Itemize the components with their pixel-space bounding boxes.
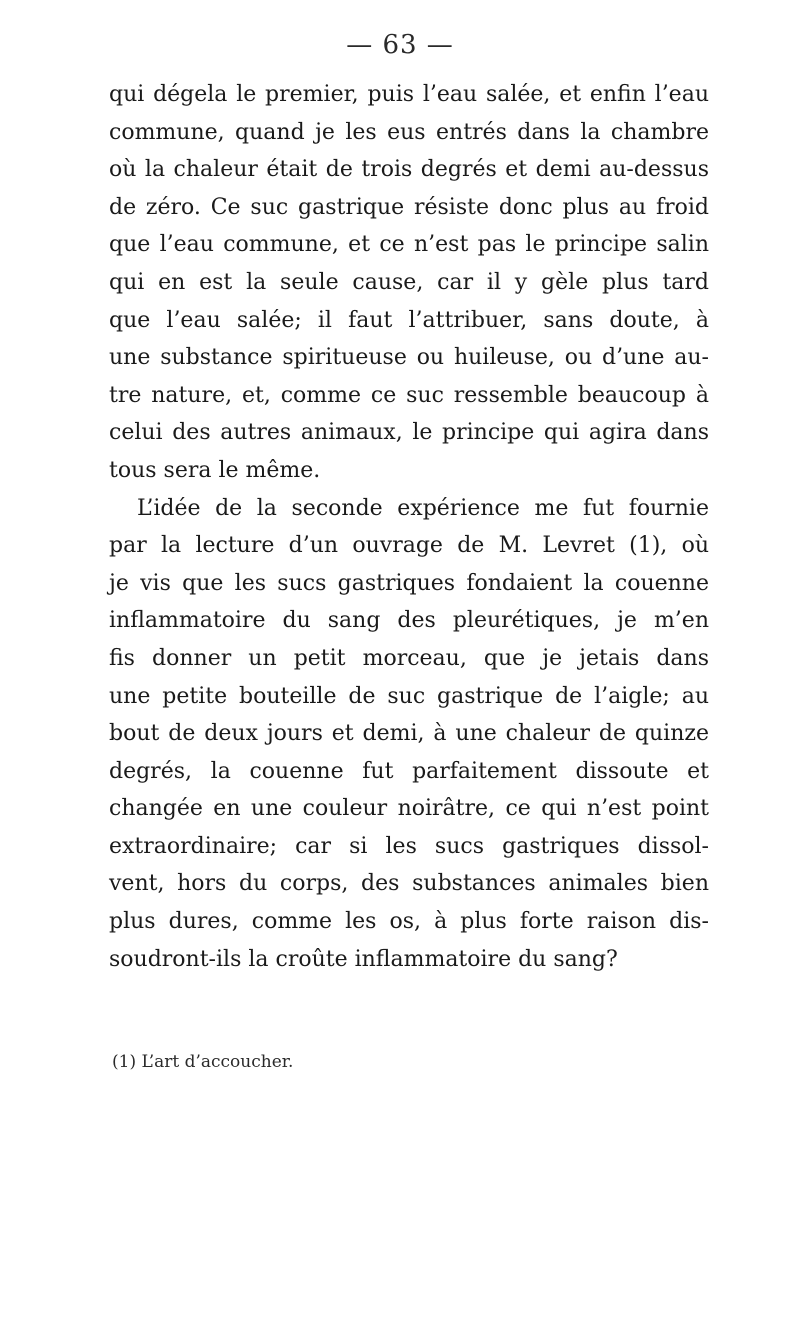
text-line: tre nature, et, comme ce suc ressemble beaucoup à — [109, 382, 709, 408]
text-line: qui dégela le premier, puis l’eau salée, et enfin l’eau — [109, 82, 709, 107]
text-line: plus dures, comme les os, à plus forte raison dis- — [109, 909, 709, 935]
text-line: vent, hors du corps, des substances animales bien — [109, 871, 709, 897]
text-line: une substance spiritueuse ou huileuse, ou d’une au- — [109, 345, 709, 371]
text-line: inflammatoire du sang des pleurétiques, je m’en — [109, 608, 709, 634]
text-line: degrés, la couenne fut parfaitement dissoute et — [109, 758, 709, 784]
text-line: soudront-ils la croûte inflammatoire du sang? — [109, 946, 618, 972]
text-line: que l’eau commune, et ce n’est pas le principe salin — [109, 232, 709, 258]
text-line: extraordinaire; car si les sucs gastriques dissol- — [109, 833, 709, 859]
text-line: de zéro. Ce suc gastrique résiste donc plus au froid — [109, 194, 709, 220]
text-line: où la chaleur était de trois degrés et demi au-dessus — [109, 157, 709, 183]
text-line: tous sera le même. — [109, 457, 321, 483]
text-line: L’idée de la seconde expérience me fut fournie — [137, 495, 709, 521]
text-line: bout de deux jours et demi, à une chaleur de quinze — [109, 721, 709, 747]
text-line: commune, quand je les eus entrés dans la chambre — [109, 119, 709, 145]
text-line: celui des autres animaux, le principe qui agira dans — [109, 420, 709, 446]
text-line: qui en est la seule cause, car il y gèle plus tard — [109, 269, 709, 295]
text-line: je vis que les sucs gastriques fondaient la couenne — [109, 570, 709, 596]
body-text — [109, 76, 709, 978]
page-number: — 63 — — [346, 30, 454, 60]
text-line: fis donner un petit morceau, que je jetais dans — [109, 645, 709, 671]
text-line: une petite bouteille de suc gastrique de l’aigle; au — [109, 683, 709, 709]
text-line: par la lecture d’un ouvrage de M. Levret (1), où — [109, 533, 709, 559]
text-line: changée en une couleur noirâtre, ce qui n’est point — [109, 796, 709, 822]
footnote: (1) L’art d’accoucher. — [112, 1052, 294, 1072]
text-line: que l’eau salée; il faut l’attribuer, sans doute, à — [109, 307, 709, 333]
